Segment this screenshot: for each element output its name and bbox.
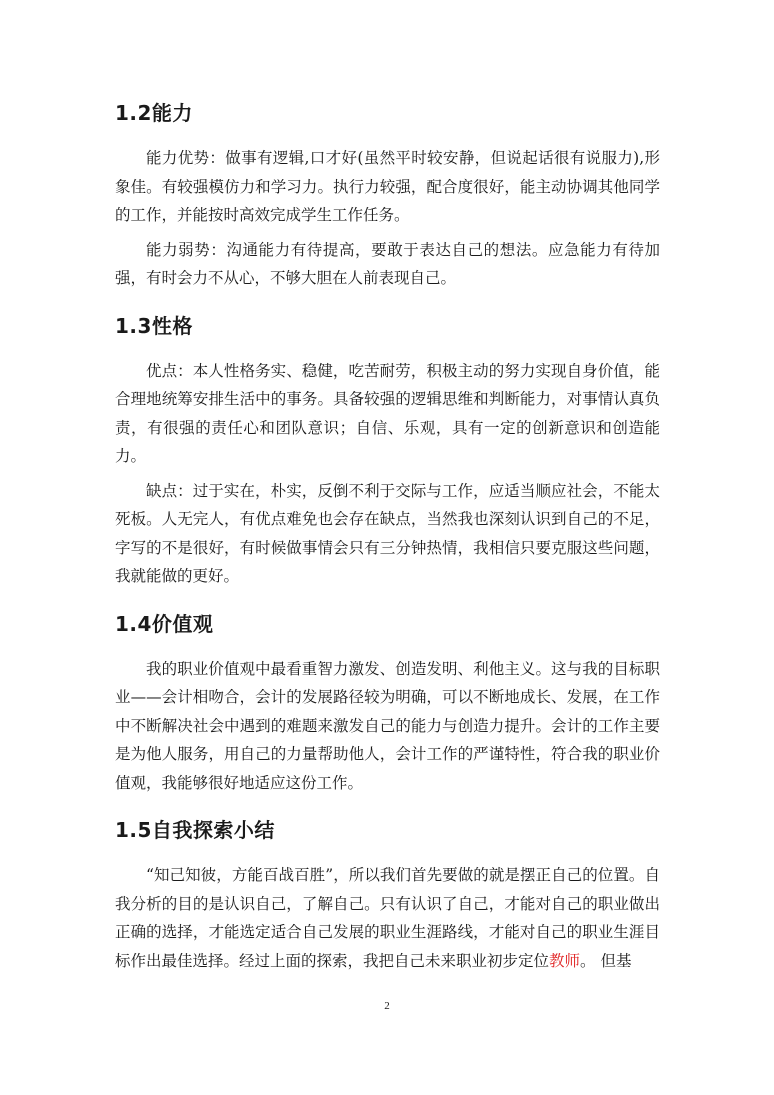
paragraph: 能力弱势：沟通能力有待提高，要敢于表达自己的想法。应急能力有待加强，有时会力不从心，不够大胆在人前表现自己。 — [115, 240, 660, 287]
section-values — [115, 611, 660, 798]
paragraph — [115, 861, 660, 975]
section-personality — [115, 313, 660, 591]
section-heading: 1.4价值观 — [115, 611, 214, 636]
paragraph: 我的职业价值观中最看重智力激发、创造发明、利他主义。这与我的目标职业——会计相吻合，会计的发展路径较为明确，可以不断地成长、发展，在工作中不断解决社会中遇到的难题来激发自己的能力与创造力提升。会计的工作主要是为他人服务，用自己的力量帮助他人，会计工作的严谨特性，符合我的职业价值观，我能够很好地适应这份工作。 — [115, 659, 660, 792]
paragraph: 缺点：过于实在，朴实，反倒不利于交际与工作，应适当顺应社会，不能太死板。人无完人，有优点难免也会存在缺点，当然我也深刻认识到自己的不足，字写的不是很好，有时候做事情会只有三分钟热情，我相信只要克服这些问题，我就能做的更好。 — [115, 481, 660, 585]
section-heading: 1.3性格 — [115, 313, 193, 338]
section-ability — [115, 100, 660, 293]
highlighted-text: 教师 — [549, 951, 581, 970]
paragraph: 能力优势：做事有逻辑,口才好(虽然平时较安静，但说起话很有说服力),形象佳。有较强模仿力和学习力。执行力较强，配合度很好，能主动协调其他同学的工作，并能按时高效完成学生工作任务。 — [115, 149, 660, 224]
paragraph-text: “知己知彼，方能百战百胜”，所以我们首先要做的就是摆正自己的位置。自我分析的目的是认识自己，了解自己。只有认识了自己，才能对自己的职业做出正确的选择，才能选定适合自己发展的职业生涯路线，才能对自己的职业生涯目标作出最佳选择。经过上面的探索，我把自己未来职业初步定位 — [115, 866, 660, 970]
document-body — [115, 100, 660, 995]
section-heading: 1.5自我探索小结 — [115, 818, 275, 842]
page-number: 2 — [384, 1000, 390, 1012]
paragraph-trailing-text: 。 但基 — [580, 951, 632, 970]
paragraph: 优点：本人性格务实、稳健，吃苦耐劳，积极主动的努力实现自身价值，能合理地统筹安排生活中的事务。具备较强的逻辑思维和判断能力，对事情认真负责，有很强的责任心和团队意识；自信、乐观，具有一定的创新意识和创造能力。 — [115, 361, 660, 465]
section-self-exploration-summary — [115, 817, 660, 975]
section-heading: 1.2能力 — [115, 101, 193, 125]
